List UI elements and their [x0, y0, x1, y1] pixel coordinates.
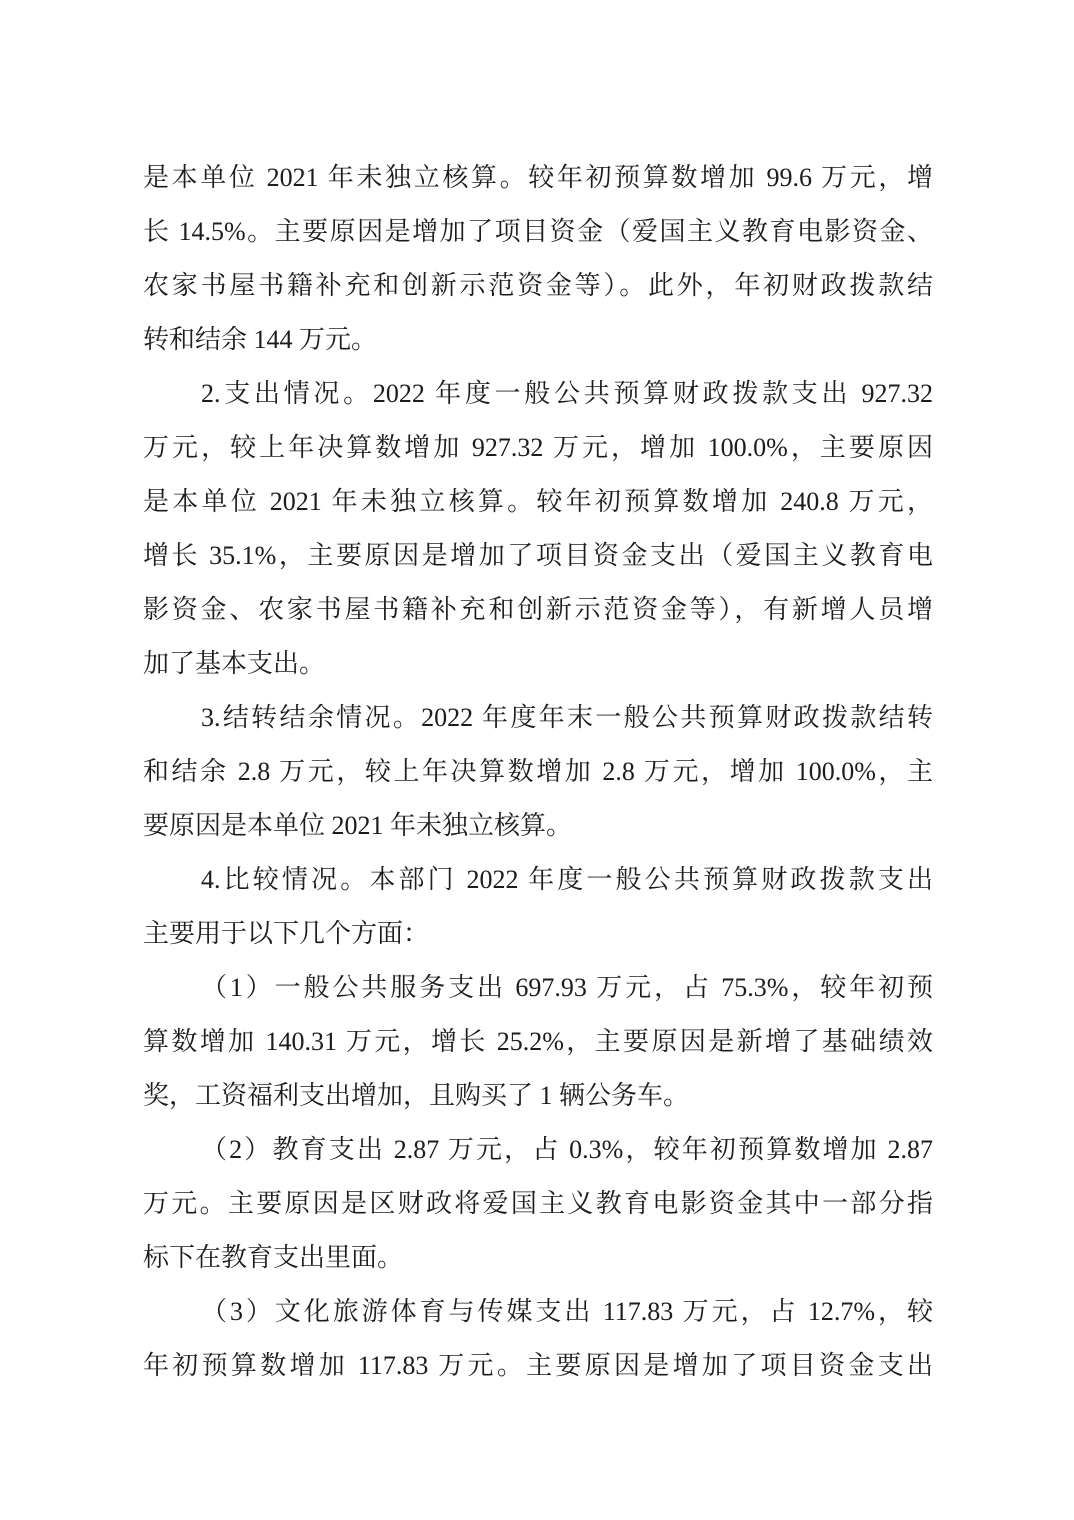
text-line-12: 和结余 2.8 万元，较上年决算数增加 2.8 万元，增加 100.0%，主	[143, 757, 933, 786]
text-line-9: 影资金、农家书屋书籍补充和创新示范资金等），有新增人员增	[143, 595, 933, 624]
text-line-17: 算数增加 140.31 万元，增长 25.2%，主要原因是新增了基础绩效	[143, 1027, 933, 1056]
text-line-1: 是本单位 2021 年未独立核算。较年初预算数增加 99.6 万元，增	[143, 163, 933, 192]
text-line-16: （1）一般公共服务支出 697.93 万元，占 75.3%，较年初预	[201, 973, 933, 1002]
text-line-8: 增长 35.1%，主要原因是增加了项目资金支出（爱国主义教育电	[143, 541, 933, 570]
text-line-13: 要原因是本单位 2021 年未独立核算。	[143, 811, 573, 840]
text-line-5: 2.支出情况。2022 年度一般公共预算财政拨款支出 927.32	[201, 379, 933, 408]
text-line-19: （2）教育支出 2.87 万元，占 0.3%，较年初预算数增加 2.87	[201, 1135, 933, 1164]
text-line-7: 是本单位 2021 年未独立核算。较年初预算数增加 240.8 万元，	[143, 487, 933, 516]
text-line-10: 加了基本支出。	[143, 649, 326, 678]
text-line-18: 奖，工资福利支出增加，且购买了 1 辆公务车。	[143, 1081, 690, 1110]
text-line-6: 万元，较上年决算数增加 927.32 万元，增加 100.0%，主要原因	[143, 433, 933, 462]
text-line-22: （3）文化旅游体育与传媒支出 117.83 万元，占 12.7%，较	[201, 1297, 933, 1326]
text-line-20: 万元。主要原因是区财政将爱国主义教育电影资金其中一部分指	[143, 1189, 933, 1218]
text-line-3: 农家书屋书籍补充和创新示范资金等）。此外，年初财政拨款结	[143, 271, 933, 300]
page-text-block	[143, 151, 933, 1393]
text-line-15: 主要用于以下几个方面：	[143, 919, 430, 948]
text-line-4: 转和结余 144 万元。	[143, 325, 378, 354]
text-line-14: 4.比较情况。本部门 2022 年度一般公共预算财政拨款支出	[201, 865, 933, 894]
text-line-23: 年初预算数增加 117.83 万元。主要原因是增加了项目资金支出	[143, 1351, 933, 1380]
text-line-11: 3.结转结余情况。2022 年度年末一般公共预算财政拨款结转	[201, 703, 933, 732]
text-line-2: 长 14.5%。主要原因是增加了项目资金（爱国主义教育电影资金、	[143, 217, 933, 246]
text-line-21: 标下在教育支出里面。	[143, 1243, 404, 1272]
